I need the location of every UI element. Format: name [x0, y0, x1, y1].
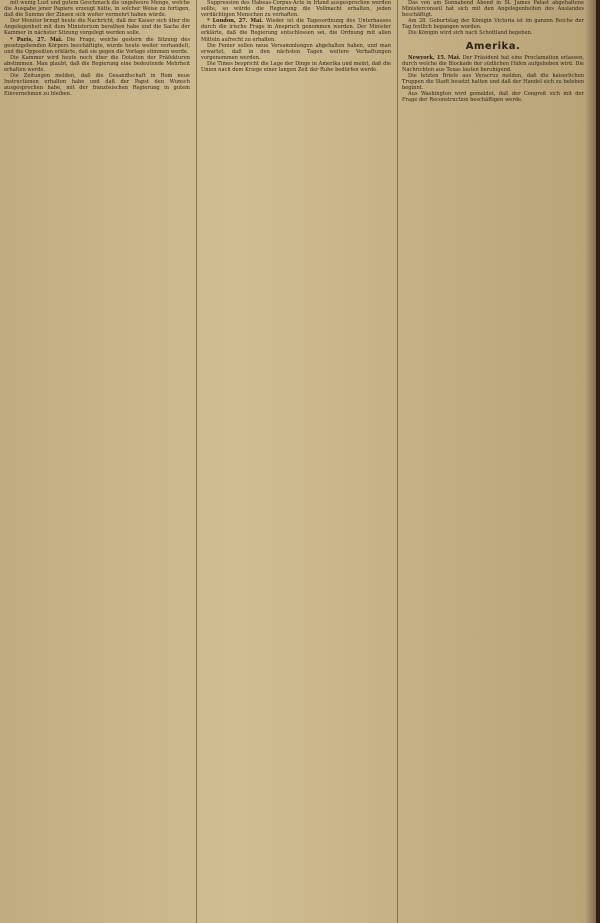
paragraph: Newyork, 15. Mai. Der Präsident hat eine Proclamation erlassen, durch welche die Blockade der südlichen Häfen aufgehoben wird. Die Nachrichten aus Texas lauten beruhigend.: [402, 54, 584, 73]
column-rule: [397, 0, 398, 923]
column-3: [402, 0, 584, 923]
paragraph: Die Kammer wird heute noch über die Dotation der Präfekturen abstimmen. Man glaubt, daß die Regierung eine bedeutende Mehrheit erhalten werde.: [4, 54, 190, 74]
paragraph: * London, 27. Mai. Wieder ist die Tagesordnung des Unterhauses durch die irische Frage in Anspruch genommen worden. Der Minister erklärte, daß die Regierung entschlossen sei, die Ordnung mit allen Mitteln aufrecht zu erhalten.: [201, 18, 391, 43]
paragraph: Der Monitor bringt heute die Nachricht, daß der Kaiser sich über die Angelegenheit mit dem Ministerium berathen habe und die Sache der Kammer in nächster Sitzung vorgelegt werden solle.: [4, 18, 190, 37]
column-1: [4, 0, 190, 923]
paragraph: Die Times bespricht die Lage der Dinge in Amerika und meint, daß die Union nach dem Kriege einer langen Zeit der Ruhe bedürfen werde.: [201, 60, 391, 74]
paragraph: * Paris, 27. Mai. Die Frage, welche gestern die Sitzung des gesetzgebenden Körpers beschäftigte, wurde heute weiter verhandelt, und die Opposition erklärte, daß sie gegen die Vorlage stimmen werde.: [4, 36, 190, 55]
paragraph: Die Fenier sollen neue Versammlungen abgehalten haben, und man erwartet, daß in den nächsten Tagen weitere Verhaftungen vorgenommen werden.: [201, 42, 391, 61]
paragraph: Aus Washington wird gemeldet, daß der Congreß sich mit der Frage der Reconstruction beschäftigen werde.: [402, 91, 584, 104]
column-2: [201, 0, 391, 923]
paragraph: Am 28. Geburtstag der Königin Victoria ist im ganzen Reiche der Tag festlich begangen worden.: [402, 18, 584, 31]
paragraph: Die Zeitungen melden, daß die Gesandtschaft in Rom neue Instructionen erhalten habe und daß der Papst den Wunsch ausgesprochen habe, mit der französischen Regierung in gutem Einvernehmen zu bleiben.: [4, 73, 190, 98]
paragraph: mit wenig Lust und gutem Geschmack die ungeheure Menge, welche die Ausgabe jener Papiere erzeugt hätte, in solcher Weise zu fertigen, daß die Summe der Zinsen sich weiter vermehrt haben würde.: [4, 0, 190, 19]
paragraph: Das von am Sonnabend Abend in St. James Palast abgehaltene Ministerconseil hat sich mit den Angelegenheiten des Auslandes beschäftigt.: [402, 0, 584, 19]
paragraph: Die letzten Briefe aus Veracruz melden, daß die kaiserlichen Truppen die Stadt besetzt halten und daß der Handel sich zu beleben beginnt.: [402, 72, 584, 92]
paragraph: Suppression des Habeas-Corpus-Acte in Irland ausgesprochen werden sollte, so würde die Regierung die Vollmacht erhalten, jeden verdächtigen Menschen zu verhaften.: [201, 0, 391, 19]
section-heading: Amerika.: [465, 40, 521, 52]
paragraph: Die Königin wird sich nach Schottland begeben.: [408, 30, 533, 37]
column-rule: [196, 0, 197, 923]
page-fold-shadow: [585, 0, 596, 923]
